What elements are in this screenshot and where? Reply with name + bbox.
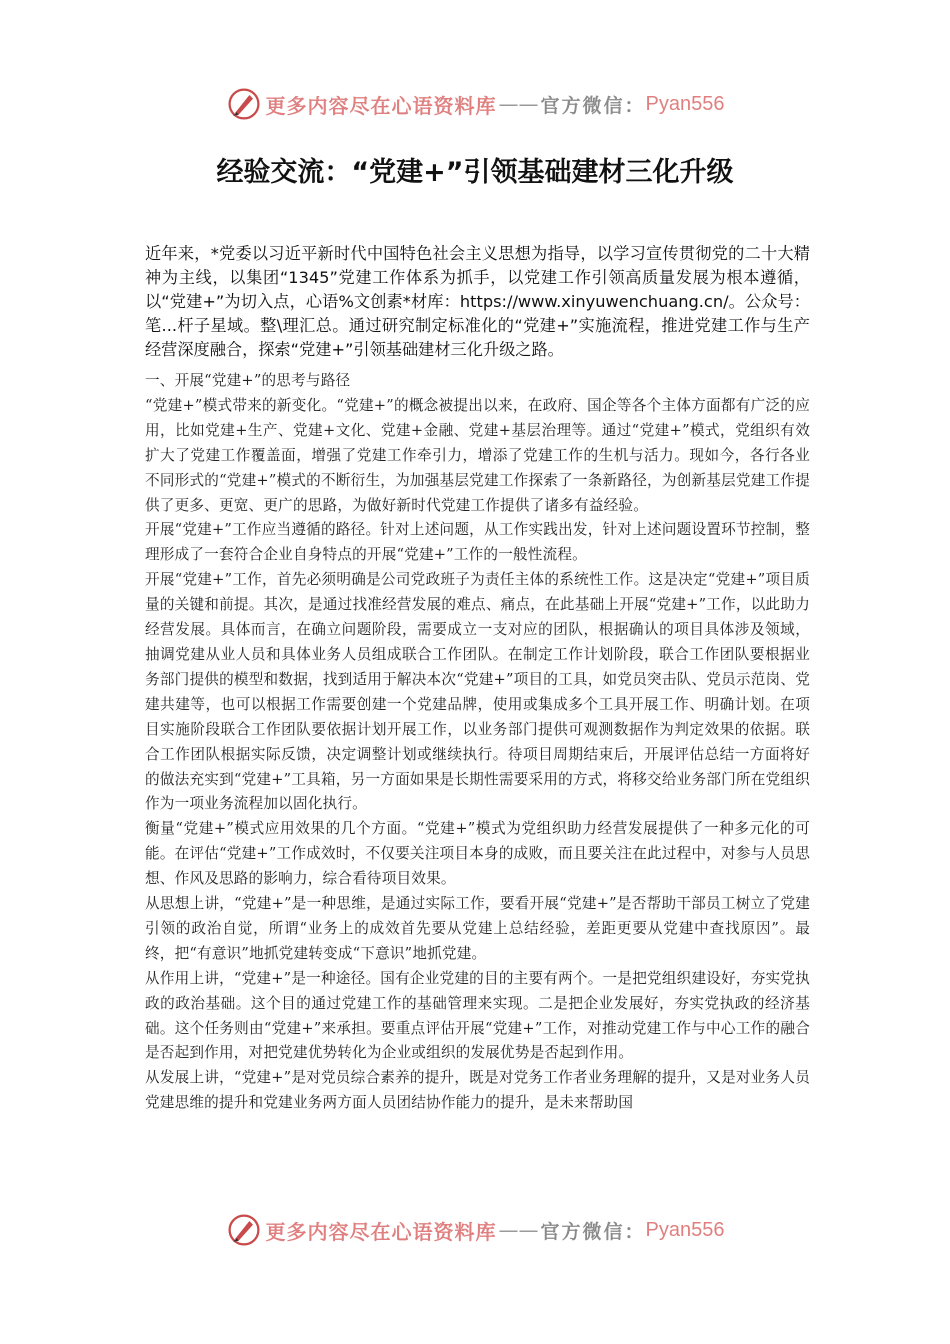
watermark-account: Pyan556 [645,1218,725,1241]
watermark-dash: —— [498,1218,539,1242]
watermark-header [0,82,950,126]
page-title: 经验交流：“党建+”引领基础建材三化升级 [216,157,734,188]
watermark-label: 官方微信： [540,1220,646,1243]
watermark-account: Pyan556 [645,92,725,115]
brand-logo-icon [226,1212,262,1248]
watermark-brand-text: 更多内容尽在心语资料库 [265,93,497,118]
section-heading: 一、开展“党建+”的思考与路径 [145,372,351,389]
body-paragraph: 从思想上讲，“党建+”是一种思维，是通过实际工作，要看开展“党建+”是否帮助干部员工树立了党建引领的政治自觉，所谓“业务上的成效首先要从党建上总结经验，差距更要从党建中查找原因”。最终，把“有意识”地抓党建转变成“下意识”地抓党建。 [145,895,810,962]
watermark-footer [0,1208,950,1252]
body-paragraph: 从作用上讲，“党建+”是一种途径。国有企业党建的目的主要有两个。一是把党组织建设好，夯实党执政的政治基础。这个目的通过党建工作的基础管理来实现。二是把企业发展好，夯实党执政的经济基础。这个任务则由“党建+”来承担。要重点评估开展“党建+”工作，对推动党建工作与中心工作的融合是否起到作用，对把党建优势转化为企业或组织的发展优势是否起到作用。 [145,969,810,1062]
body-paragraph: “党建+”模式带来的新变化。“党建+”的概念被提出以来，在政府、国企等各个主体方面都有广泛的应用，比如党建+生产、党建+文化、党建+金融、党建+基层治理等。通过“党建+”模式，党组织有效扩大了党建工作覆盖面，增强了党建工作牵引力，增添了党建工作的生机与活力。现如今，各行各业不同形式的“党建+”模式的不断衍生，为加强基层党建工作探索了一条新路径，为创新基层党建工作提供了更多、更宽、更广的思路，为做好新时代党建工作提供了诸多有益经验。 [145,396,810,514]
brand-logo-icon [226,86,262,122]
watermark-dash: —— [498,92,539,116]
body-paragraph: 从发展上讲，“党建+”是对党员综合素养的提升，既是对党务工作者业务理解的提升，又是对业务人员党建思维的提升和党建业务两方面人员团结协作能力的提升，是未来帮助国 [145,1069,810,1112]
body-paragraph: 开展“党建+”工作，首先必须明确是公司党政班子为责任主体的系统性工作。这是决定“党建+”项目质量的关键和前提。其次，是通过找准经营发展的难点、痛点，在此基础上开展“党建+”工作，以此助力经营发展。具体而言，在确立问题阶段，需要成立一支对应的团队，根据确认的项目具体涉及领域，抽调党建从业人员和具体业务人员组成联合工作团队。在制定工作计划阶段，联合工作团队要根据业务部门提供的模型和数据，找到适用于解决本次“党建+”项目的工具，如党员突击队、党员示范岗、党建共建等，也可以根据工作需要创建一个党建品牌，使用或集成多个工具开展工作、明确计划。在项目实施阶段联合工作团队要依据计划开展工作，以业务部门提供可观测数据作为判定效果的依据。联合工作团队根据实际反馈，决定调整计划或继续执行。待项目周期结束后，开展评估总结一方面将好的做法充实到“党建+”工具箱，另一方面如果是长期性需要采用的方式，将移交给业务部门所在党组织作为一项业务流程加以固化执行。 [145,571,810,813]
document-body [145,369,810,1116]
watermark-label: 官方微信： [540,94,646,117]
body-paragraph: 开展“党建+”工作应当遵循的路径。针对上述问题，从工作实践出发，针对上述问题设置环节控制，整理形成了一套符合企业自身特点的开展“党建+”工作的一般性流程。 [145,521,810,564]
body-paragraph: 衡量“党建+”模式应用效果的几个方面。“党建+”模式为党组织助力经营发展提供了一种多元化的可能。在评估“党建+”工作成效时，不仅要关注项目本身的成败，而且要关注在此过程中，对参与人员思想、作风及思路的影响力，综合看待项目效果。 [145,820,810,888]
intro-paragraph: 近年来，*党委以习近平新时代中国特色社会主义思想为指导，以学习宣传贯彻党的二十大精神为主线，以集团“1345”党建工作体系为抓手，以党建工作引领高质量发展为根本遵循，以“党建+”为切入点，心语%文创素*材库：https://www.xinyuwenchuang.cn/。公众号：笔...杆子星域。整\理汇总。通过研究制定标准化的“党建+”实施流程，推进党建工作与生产经营深度融合，探索“党建+”引领基础建材三化升级之路。 [145,244,810,359]
watermark-brand-text: 更多内容尽在心语资料库 [265,1219,497,1244]
